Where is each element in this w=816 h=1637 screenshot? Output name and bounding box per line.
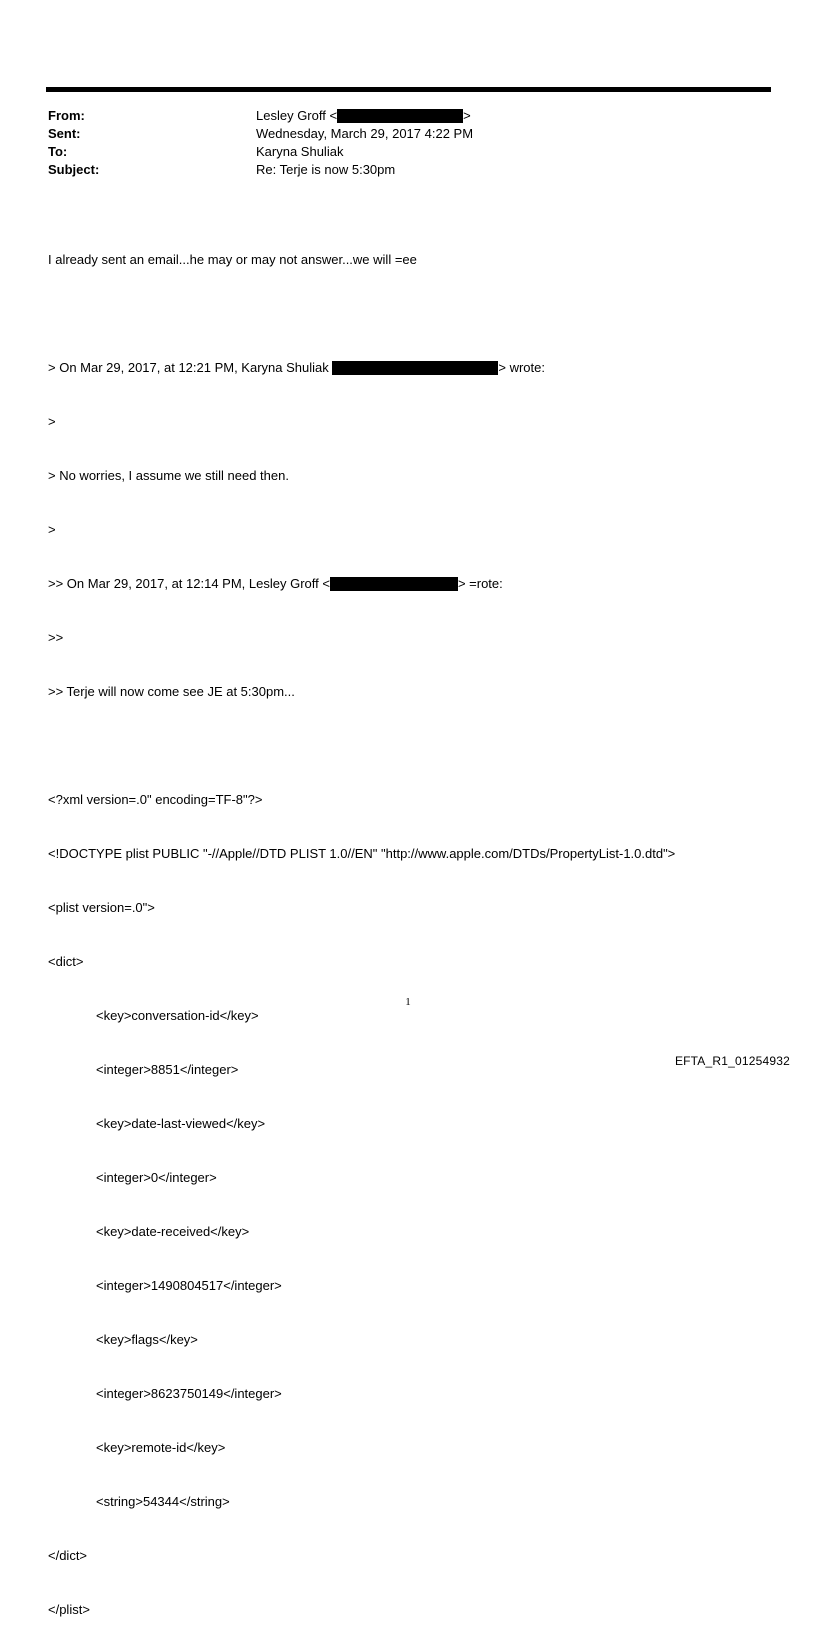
page-number: 1 [405,996,411,1008]
document-id: EFTA_R1_01254932 [674,1054,790,1068]
from-close: > [463,108,471,123]
plist-entry: <integer>8623750149</integer> [96,1386,282,1401]
plist-close: </plist> [48,1602,90,1617]
sent-label: Sent: [48,126,81,141]
redaction-bar [332,361,498,375]
quote-line: > [48,414,56,429]
quote-line: > No worries, I assume we still need then. [48,468,289,483]
from-label: From: [48,108,85,123]
from-value [256,107,471,125]
message-body [48,215,675,1637]
quote-line [48,575,675,593]
plist-entry: <key>remote-id</key> [96,1440,226,1455]
quote-line [48,359,675,377]
plist-entry: <key>flags</key> [96,1332,198,1347]
quote-line: >> Terje will now come see JE at 5:30pm... [48,684,295,699]
to-label: To: [48,144,68,159]
redaction-bar [337,109,463,123]
quote-prefix: > On Mar 29, 2017, at 12:21 PM, Karyna Shuliak [48,360,333,375]
plist-xml-decl: <?xml version=.0" encoding=TF-8"?> [48,792,263,807]
quote-suffix: > wrote: [498,360,545,375]
to-value: Karyna Shuliak [256,144,344,159]
sent-value: Wednesday, March 29, 2017 4:22 PM [256,126,474,141]
plist-entry: <integer>1490804517</integer> [96,1278,282,1293]
quote-prefix: >> On Mar 29, 2017, at 12:14 PM, Lesley Groff < [48,576,330,591]
quote-line: > [48,522,56,537]
blank-line [48,737,675,755]
plist-open: <plist version=.0"> [48,900,155,915]
redaction-bar [330,577,458,591]
blank-line [48,305,675,323]
plist-entry: <integer>8851</integer> [96,1062,239,1077]
subject-value: Re: Terje is now 5:30pm [256,162,396,177]
plist-entry: <key>date-last-viewed</key> [96,1116,266,1131]
quote-line: >> [48,630,64,645]
header-subject-row [48,161,748,179]
top-rule [46,87,771,92]
dict-open: <dict> [48,954,84,969]
header-to-row [48,143,748,161]
plist-entry: <integer>0</integer> [96,1170,217,1185]
plist-entry: <key>date-received</key> [96,1224,250,1239]
quote-suffix: > =rote: [457,576,503,591]
plist-entry: <key>conversation-id</key> [96,1008,259,1023]
plist-entry: <string>54344</string> [96,1494,230,1509]
email-header [48,107,748,179]
header-sent-row [48,125,748,143]
dict-close: </dict> [48,1548,88,1563]
subject-label: Subject: [48,162,100,177]
plist-doctype: <!DOCTYPE plist PUBLIC "-//Apple//DTD PLIST 1.0//EN" "http://www.apple.com/DTDs/PropertyList-1.0.dtd"> [48,846,676,861]
from-name: Lesley Groff < [256,108,338,123]
header-from-row [48,107,748,125]
message-line: I already sent an email...he may or may not answer...we will =ee [48,252,417,267]
